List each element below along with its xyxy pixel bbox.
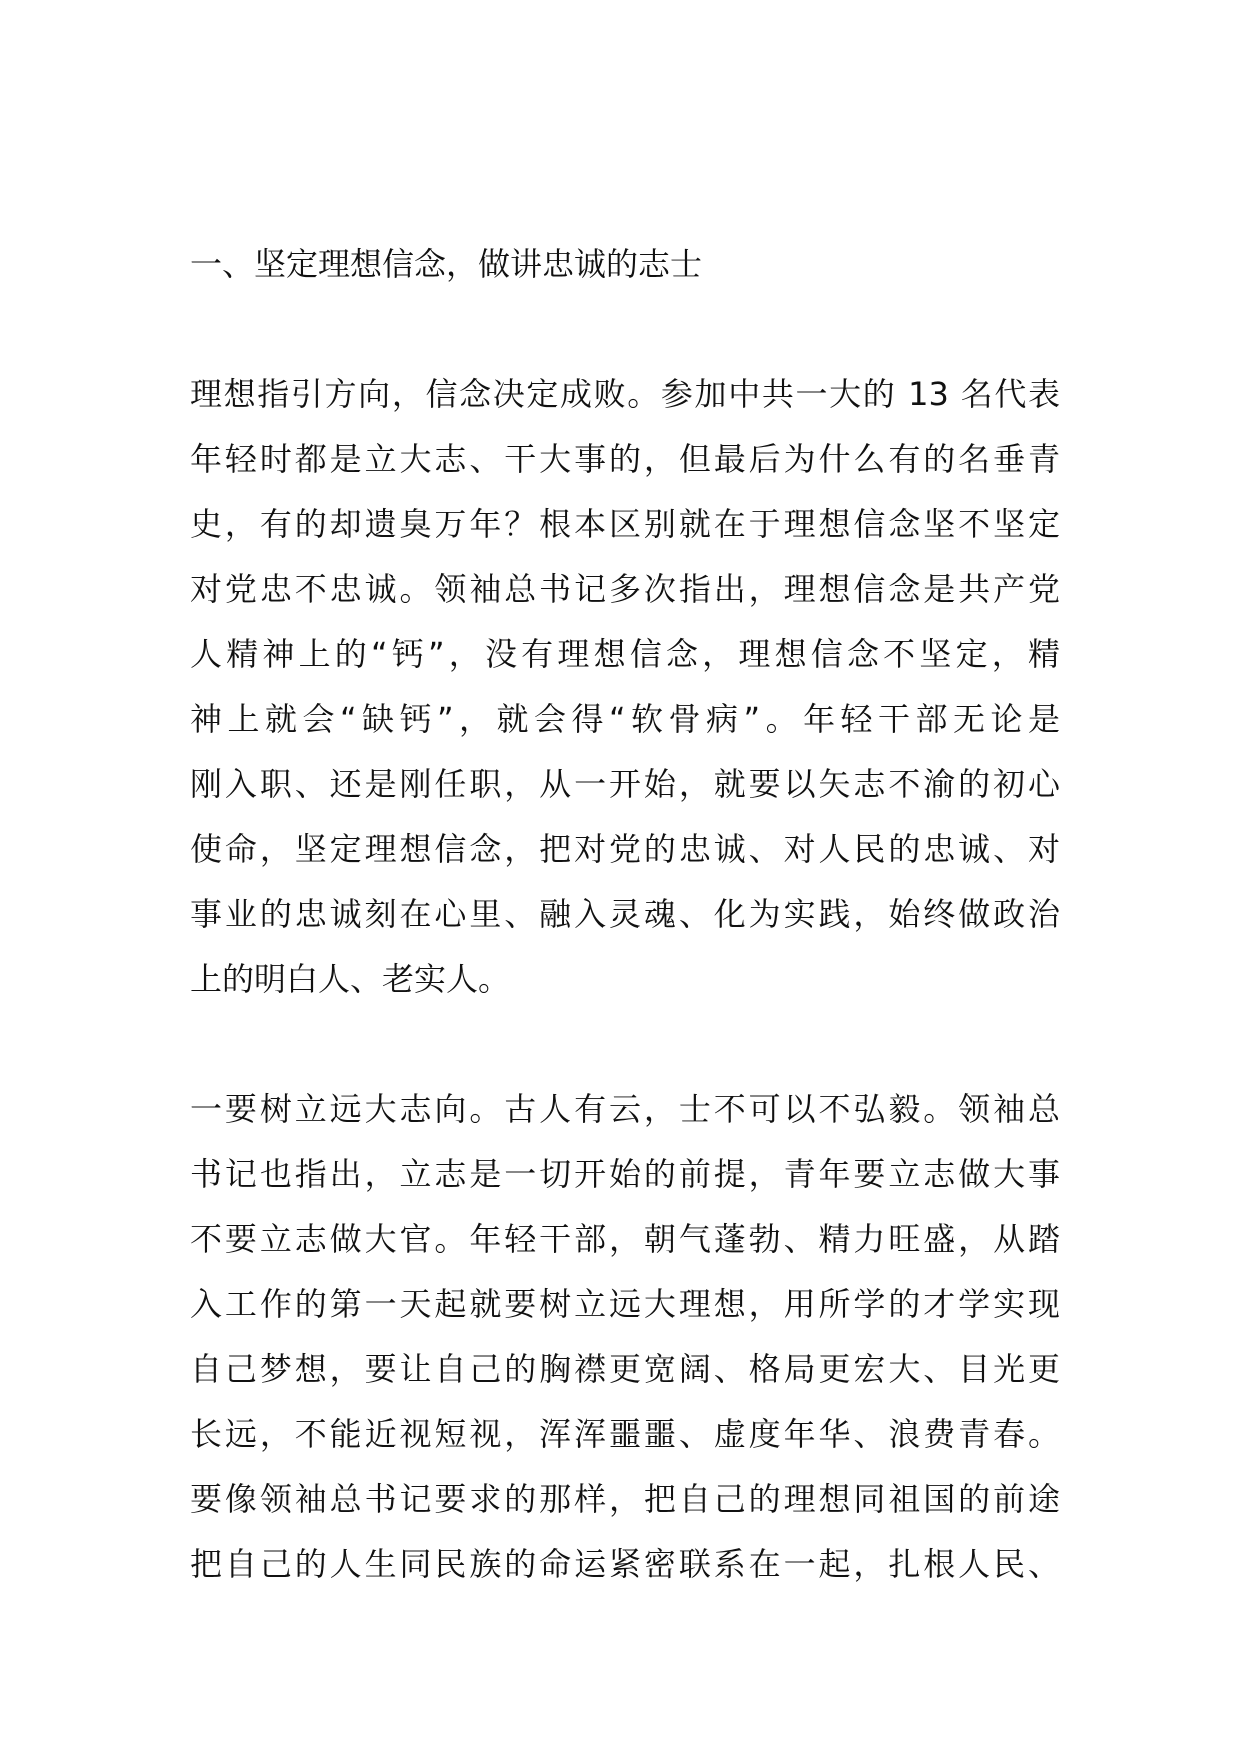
paragraph-line: 要像领袖总书记要求的那样，把自己的理想同祖国的前途	[190, 1480, 1060, 1518]
paragraph-line: 入工作的第一天起就要树立远大理想，用所学的才学实现	[190, 1285, 1060, 1323]
paragraph-lofty-aspirations	[190, 1077, 1060, 1597]
paragraph-line: 刚入职、还是刚任职，从一开始，就要以矢志不渝的初心	[190, 765, 1060, 803]
paragraph-line: 事业的忠诚刻在心里、融入灵魂、化为实践，始终做政治	[190, 895, 1060, 933]
paragraph-line: 年轻时都是立大志、干大事的，但最后为什么有的名垂青	[190, 440, 1060, 478]
paragraph-line: 书记也指出，立志是一切开始的前提，青年要立志做大事	[190, 1155, 1060, 1193]
section-heading: 一、坚定理想信念，做讲忠诚的志士	[190, 245, 703, 283]
document-body	[190, 232, 1060, 1597]
paragraph-line: 一要树立远大志向。古人有云，士不可以不弘毅。领袖总	[190, 1090, 1060, 1128]
paragraph-line: 史，有的却遗臭万年？根本区别就在于理想信念坚不坚定	[190, 505, 1060, 543]
paragraph-line: 把自己的人生同民族的命运紧密联系在一起，扎根人民、	[190, 1545, 1060, 1583]
paragraph-line: 理想指引方向，信念决定成败。参加中共一大的 13 名代表	[190, 375, 1060, 413]
paragraph-ideals-and-beliefs	[190, 362, 1060, 1012]
paragraph-line: 不要立志做大官。年轻干部，朝气蓬勃、精力旺盛，从踏	[190, 1220, 1060, 1258]
paragraph-line: 使命，坚定理想信念，把对党的忠诚、对人民的忠诚、对	[190, 830, 1060, 868]
paragraph-line: 上的明白人、老实人。	[190, 960, 511, 998]
paragraph-line: 长远，不能近视短视，浑浑噩噩、虚度年华、浪费青春。	[190, 1415, 1060, 1453]
paragraph-line: 神上就会“缺钙”，就会得“软骨病”。年轻干部无论是	[190, 700, 1060, 738]
paragraph-line: 对党忠不忠诚。领袖总书记多次指出，理想信念是共产党	[190, 570, 1060, 608]
paragraph-line: 自己梦想，要让自己的胸襟更宽阔、格局更宏大、目光更	[190, 1350, 1060, 1388]
paragraph-line: 人精神上的“钙”，没有理想信念，理想信念不坚定，精	[190, 635, 1060, 673]
